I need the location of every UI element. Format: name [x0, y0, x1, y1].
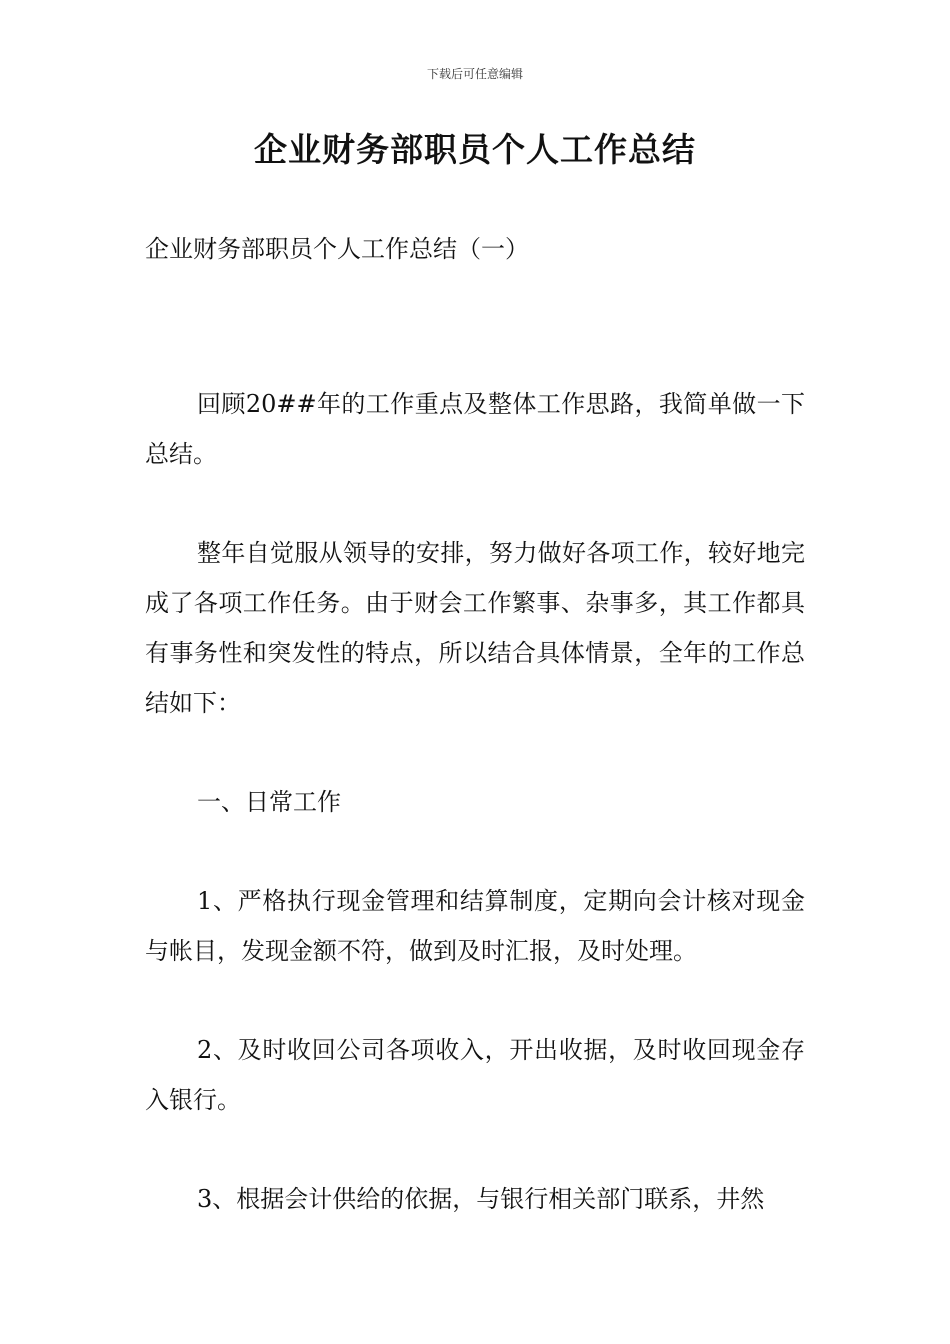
- paragraph-overview: 整年自觉服从领导的安排，努力做好各项工作，较好地完成了各项工作任务。由于财会工作繁事、杂事多，其工作都具有事务性和突发性的特点，所以结合具体情景，全年的工作总结如下：: [145, 539, 805, 717]
- section-subtitle: 企业财务部职员个人工作总结（一）: [145, 235, 529, 263]
- paragraph-item-1: 1、严格执行现金管理和结算制度，定期向会计核对现金与帐目，发现金额不符，做到及时汇报，及时处理。: [145, 887, 805, 965]
- paragraph-review: 回顾20##年的工作重点及整体工作思路，我简单做一下总结。: [145, 390, 805, 468]
- document-body: [145, 379, 805, 1273]
- paragraph-item-3: 3、根据会计供给的依据，与银行相关部门联系，井然: [197, 1185, 765, 1213]
- header-note: 下载后可任意编辑: [426, 67, 523, 81]
- paragraph-item-2: 2、及时收回公司各项收入，开出收据，及时收回现金存入银行。: [145, 1036, 805, 1114]
- section-heading-daily-work: 一、日常工作: [197, 788, 341, 816]
- document-title: 企业财务部职员个人工作总结: [254, 130, 696, 169]
